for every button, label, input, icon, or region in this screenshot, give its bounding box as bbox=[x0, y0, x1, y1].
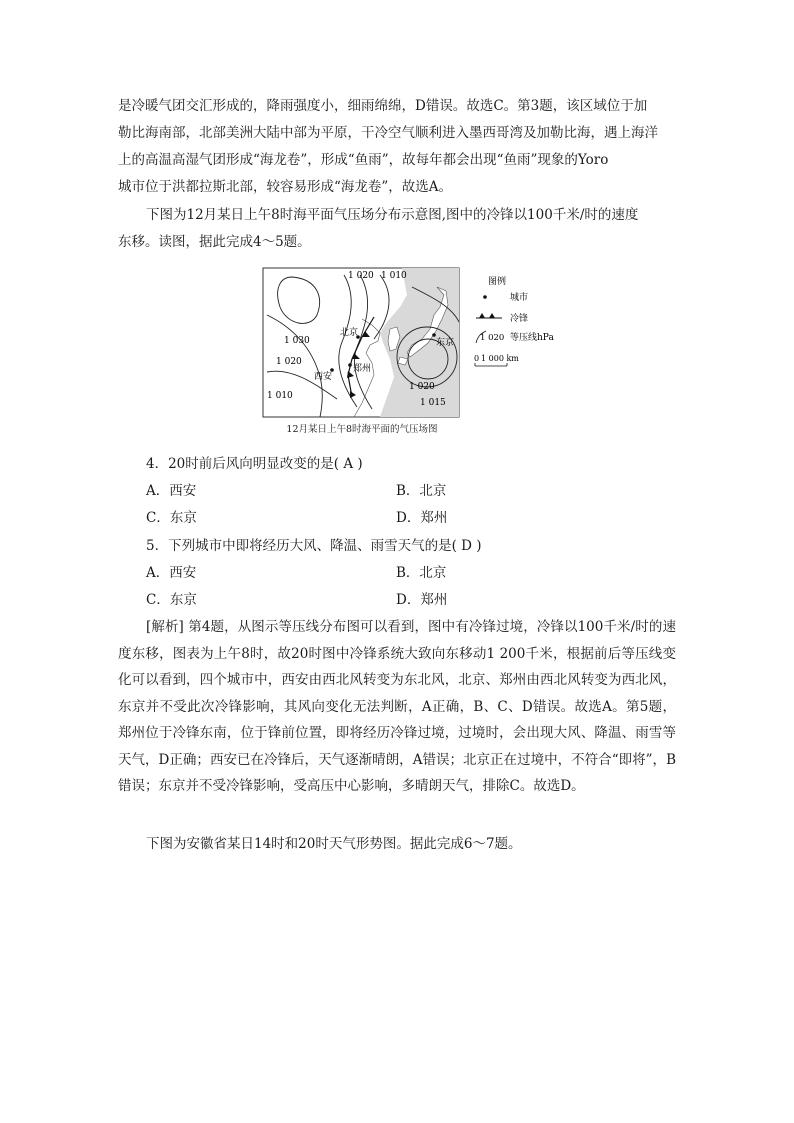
legend-isobar-value: 1 020 bbox=[480, 333, 505, 343]
analysis-tag: [解析] bbox=[146, 619, 184, 635]
city-label-xian: 西安 bbox=[314, 372, 333, 382]
q5-option-c: C．东京 bbox=[146, 592, 197, 608]
next-stem: 下图为安徽省某日14时和20时天气形势图。据此完成6～7题。 bbox=[146, 836, 522, 852]
legend-scale: 1 000 km bbox=[481, 354, 519, 363]
stem-line-2: 东移。读图，据此完成4～5题。 bbox=[118, 234, 311, 250]
city-label-beijing: 北京 bbox=[340, 328, 359, 338]
legend-city-symbol bbox=[483, 295, 487, 299]
legend-scale-zero: 0 bbox=[474, 354, 480, 363]
legend-title: 图例 bbox=[488, 277, 507, 287]
analysis-text: 第4题，从图示等压线分布图可以看到，图中有冷锋过境，冷锋以100千米/时的速度东移，图表为上午8时，故20时图中冷锋系统大致向东移动1 200千米，根据前后等压线变化可以看到，四个城市中，西安由西北风转变为东北风，北京、郑州由西北风转变为西北风，东京并不受此次冷锋影响，其风向变化无法判断，A正确，B、C、D错误。故选A。第5题，郑州位于冷锋东南，位于锋前位置，即将经历冷锋过境，过境时，会出现大风、降温、雨雪等天气，D正确；西安已在冷锋后，天气逐渐晴朗，A错误；北京正在过境中，不符合“即将”，B错误；东京并不受冷锋影响，受高压中心影响，多晴朗天气，排除C。故选D。 bbox=[118, 619, 676, 794]
q4-option-c: C．东京 bbox=[146, 510, 197, 526]
q4-option-b: B．北京 bbox=[396, 483, 447, 499]
city-dot-tokyo bbox=[432, 333, 436, 337]
map-caption: 12月某日上午8时海平面的气压场图 bbox=[286, 424, 438, 435]
analysis-paragraph bbox=[118, 614, 676, 800]
isobar-label: 1 010 bbox=[381, 271, 407, 281]
isobar-label: 1 030 bbox=[284, 336, 310, 346]
isobar-label: 1 020 bbox=[348, 271, 374, 281]
intro-line-1: 是冷暖气团交汇形成的，降雨强度小，细雨绵绵，D错误。故选C。第3题，该区域位于加 bbox=[118, 98, 648, 114]
q5-option-b: B．北京 bbox=[396, 565, 447, 581]
legend-front-symbol bbox=[476, 313, 502, 318]
city-label-tokyo: 东京 bbox=[436, 338, 455, 348]
q4-stem: 4．20时前后风向明显改变的是( A ) bbox=[146, 456, 363, 472]
intro-line-4: 城市位于洪都拉斯北部，较容易形成“海龙卷”，故选A。 bbox=[118, 179, 453, 195]
legend-front: 冷锋 bbox=[510, 314, 529, 324]
pressure-map bbox=[262, 267, 574, 419]
stem-line-1: 下图为12月某日上午8时海平面气压场分布示意图,图中的冷锋以100千米/时的速度 bbox=[146, 207, 639, 223]
isobar-label: 1 020 bbox=[276, 357, 302, 367]
city-dot-zhengzhou bbox=[348, 363, 352, 367]
legend-city: 城市 bbox=[510, 293, 529, 303]
q5-option-a: A．西安 bbox=[146, 565, 197, 581]
legend-scale-bar bbox=[475, 363, 507, 366]
q4-option-a: A．西安 bbox=[146, 483, 197, 499]
q5-stem: 5．下列城市中即将经历大风、降温、雨雪天气的是( D ) bbox=[146, 538, 482, 554]
legend-isobar: 等压线hPa bbox=[510, 333, 554, 343]
isobar-label: 1 020 bbox=[409, 382, 435, 392]
intro-line-3: 上的高温高湿气团形成“海龙卷”，形成“鱼雨”，故每年都会出现“鱼雨”现象的Yoro bbox=[118, 152, 609, 168]
q5-option-d: D．郑州 bbox=[396, 592, 448, 608]
city-label-zhengzhou: 郑州 bbox=[353, 364, 372, 374]
q4-option-d: D．郑州 bbox=[396, 510, 448, 526]
isobar-label: 1 010 bbox=[267, 391, 293, 401]
pressure-map-figure bbox=[262, 267, 574, 443]
isobar-label: 1 015 bbox=[420, 398, 446, 408]
intro-line-2: 勒比海南部，北部美洲大陆中部为平原，干冷空气顺利进入墨西哥湾及加勒比海，遇上海洋 bbox=[118, 125, 658, 141]
